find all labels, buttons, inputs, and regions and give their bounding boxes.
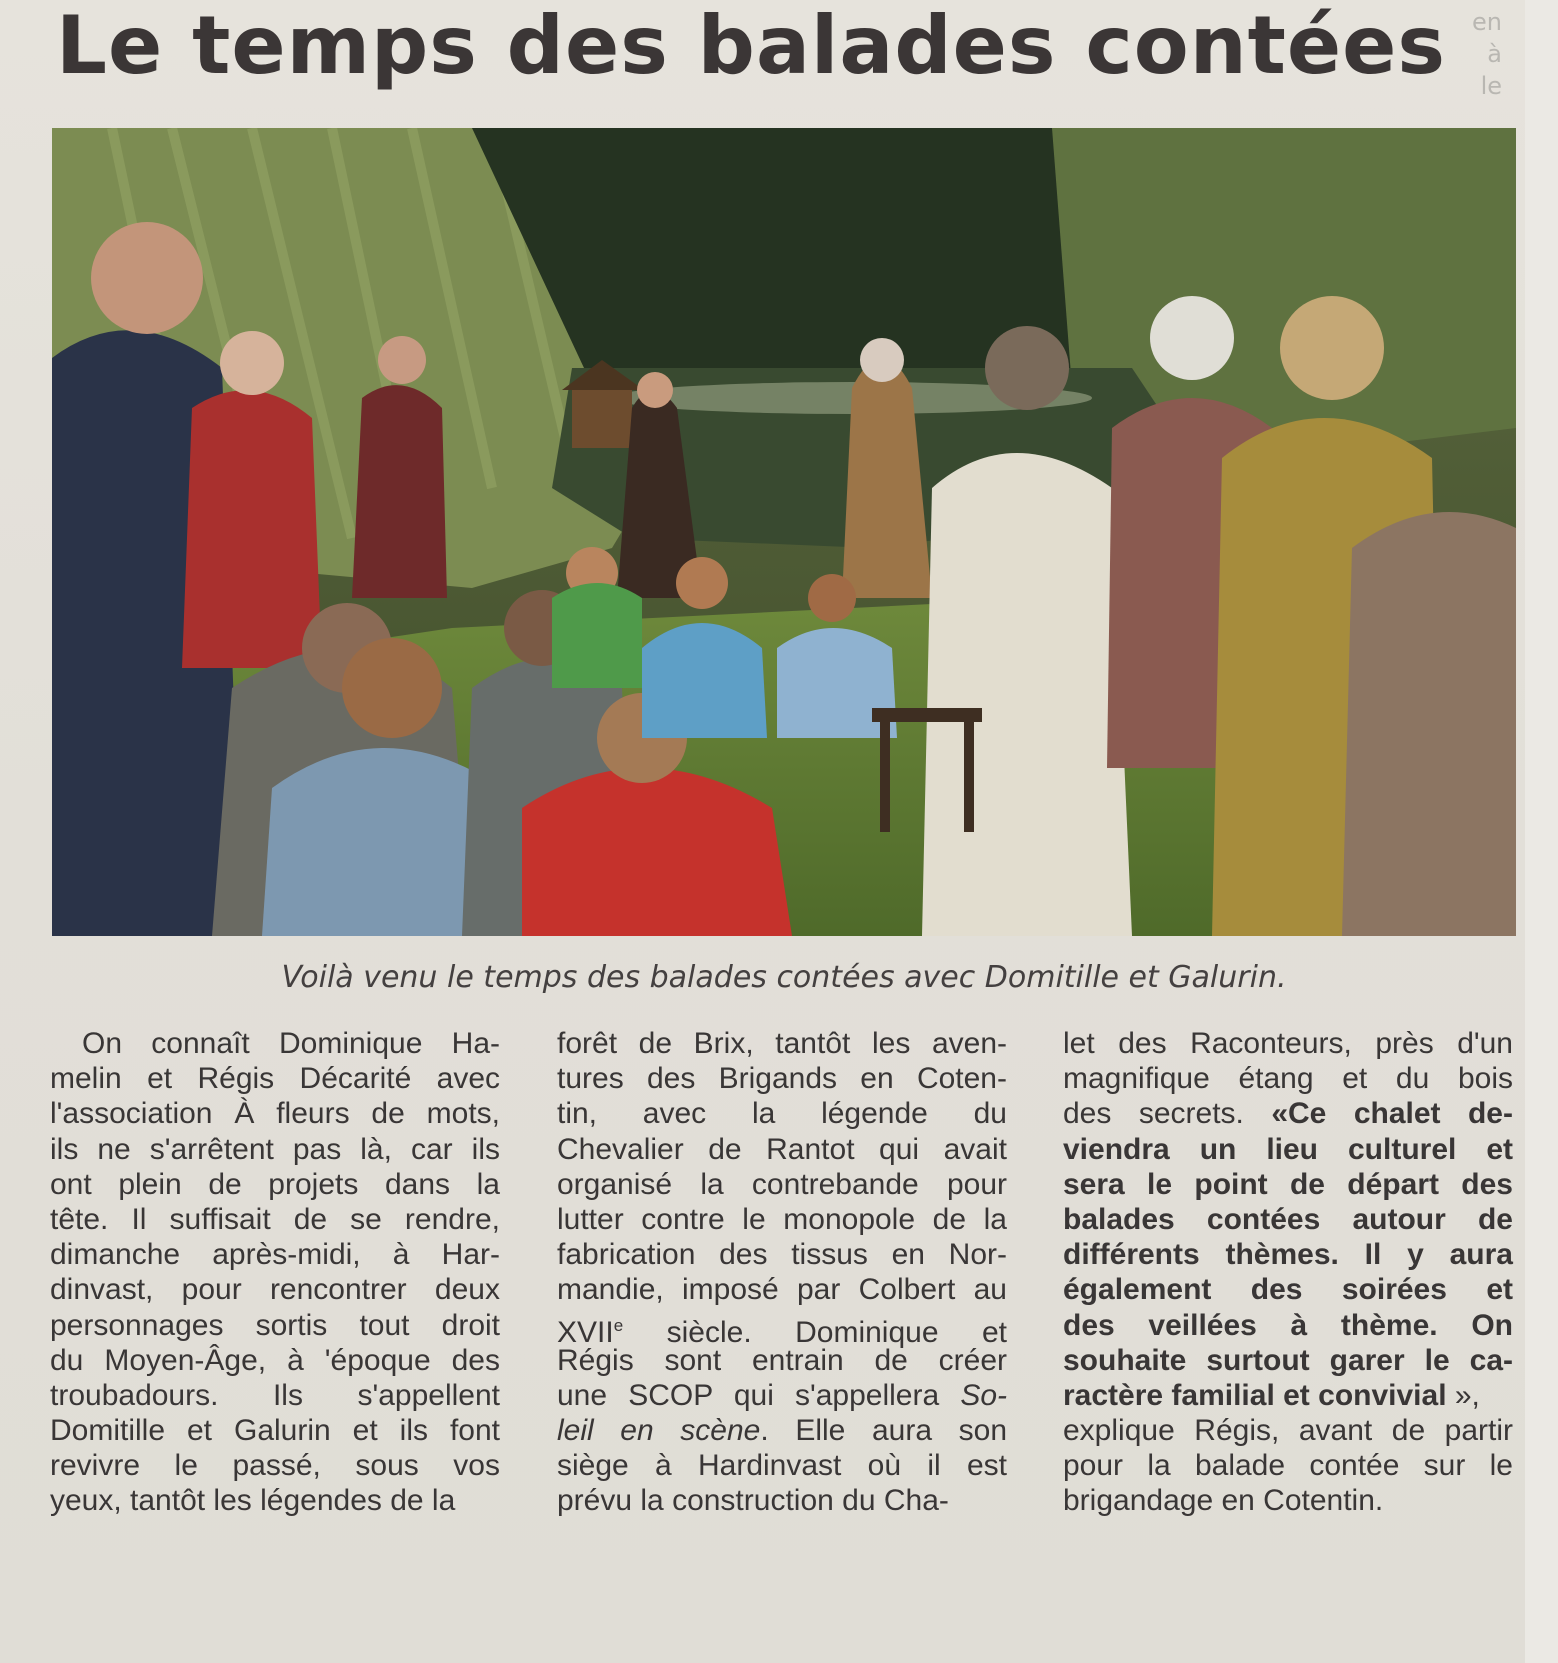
text-line: prévu la construction du Cha- — [557, 1484, 949, 1518]
text-line: dimanche après-midi, à Har- — [50, 1238, 500, 1272]
photo-caption: Voilà venu le temps des balades contées avec Domitille et Galurin. — [281, 960, 1287, 995]
quote-line: viendra un lieu culturel et — [1063, 1132, 1513, 1166]
text-line: On connaît Dominique Ha- — [82, 1027, 500, 1060]
quote-close: », — [1446, 1378, 1480, 1412]
text-line: Domitille et Galurin et ils font — [50, 1414, 500, 1448]
quote-fragment: «Ce chalet de- — [1271, 1097, 1513, 1131]
text-line: lutter contre le monopole de la — [557, 1202, 1007, 1236]
quote-fragment: ractère familial et convivial — [1063, 1378, 1447, 1412]
text-line: explique Régis, avant de partir — [1063, 1414, 1513, 1448]
text-line: mandie, imposé par Colbert au — [557, 1273, 1007, 1307]
article-photo — [52, 128, 1516, 936]
text-line: une SCOP qui s'appellera So- — [557, 1378, 1007, 1412]
page-edge — [1525, 0, 1558, 1663]
text-line: du Moyen-Âge, à 'époque des — [50, 1343, 500, 1377]
text-line: troubadours. Ils s'appellent — [50, 1378, 500, 1412]
edge-word: le — [1480, 72, 1502, 100]
text-line: tête. Il suffisait de se rendre, — [50, 1202, 500, 1236]
text-line: melin et Régis Décarité avec — [50, 1062, 500, 1096]
text-line: brigandage en Cotentin. — [1063, 1484, 1384, 1518]
text-line: revivre le passé, sous vos — [50, 1449, 500, 1483]
text-line: magnifique étang et du bois — [1063, 1062, 1513, 1096]
text-line: forêt de Brix, tantôt les aven- — [557, 1027, 1007, 1060]
text-line: fabrication des tissus en Nor- — [557, 1238, 1007, 1272]
quote-line: différents thèmes. Il y aura — [1063, 1238, 1513, 1272]
text-line: dinvast, pour rencontrer deux — [50, 1273, 500, 1307]
text-line: Régis sont entrain de créer — [557, 1343, 1007, 1377]
text-fragment: des secrets. — [1063, 1097, 1244, 1131]
text-line: organisé la contrebande pour — [557, 1167, 1007, 1201]
edge-word: en — [1472, 8, 1502, 36]
text-line: tin, avec la légende du — [557, 1097, 1007, 1131]
scop-name: leil en scène — [557, 1414, 761, 1448]
text-line: tures des Brigands en Coten- — [557, 1062, 1007, 1096]
text-line: siège à Hardinvast où il est — [557, 1449, 1007, 1483]
text-line: ont plein de projets dans la — [50, 1167, 500, 1201]
quote-line: des veillées à thème. On — [1063, 1308, 1513, 1342]
quote-line-end — [1063, 1378, 1513, 1413]
quote-line: balades contées autour de — [1063, 1202, 1513, 1236]
century-superscript: e — [613, 1315, 624, 1335]
article-column-3 — [1063, 1026, 1513, 1546]
article-column-2 — [557, 1026, 1007, 1546]
text-line: l'association À fleurs de mots, — [50, 1097, 500, 1131]
scop-name: So- — [960, 1378, 1007, 1412]
text-line: Chevalier de Rantot qui avait — [557, 1132, 1007, 1166]
text-line: personnages sortis tout droit — [50, 1308, 500, 1342]
quote-line: souhaite surtout garer le ca- — [1063, 1343, 1513, 1377]
quote-line: sera le point de départ des — [1063, 1167, 1513, 1201]
text-line: let des Raconteurs, près d'un — [1063, 1027, 1513, 1060]
article-column-1 — [50, 1026, 500, 1546]
photo-storytelling-scene-icon — [52, 128, 1516, 936]
text-line: leil en scène. Elle aura son — [557, 1414, 1007, 1448]
text-line: ils ne s'arrêtent pas là, car ils — [50, 1132, 500, 1166]
edge-word: à — [1487, 40, 1502, 68]
quote-line: également des soirées et — [1063, 1273, 1513, 1307]
text-line: pour la balade contée sur le — [1063, 1449, 1513, 1483]
text-line: XVIIe siècle. Dominique et — [557, 1315, 1007, 1349]
article-headline: Le temps des balades contées — [56, 0, 1447, 92]
text-line-with-quote-start — [1063, 1096, 1513, 1131]
text-line: yeux, tantôt les légendes de la — [50, 1484, 456, 1518]
